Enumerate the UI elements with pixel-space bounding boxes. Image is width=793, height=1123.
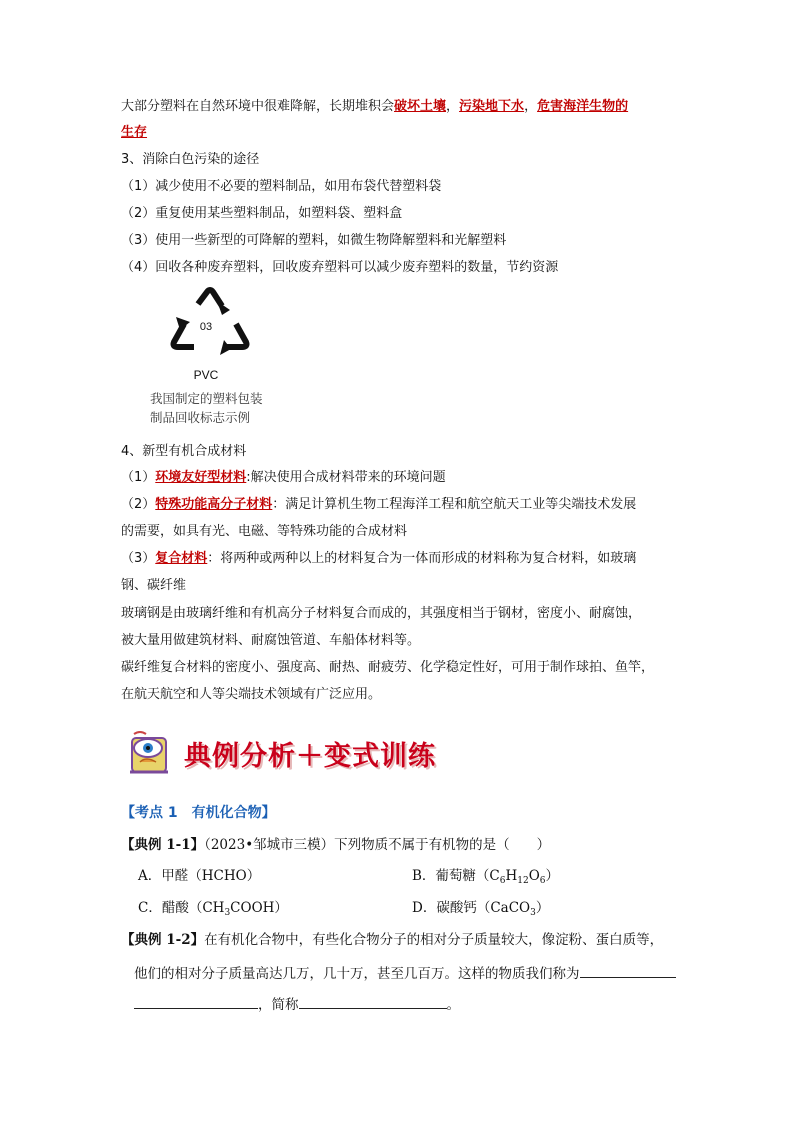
answer-blank-2[interactable] [299,994,447,1009]
section-4-item-3-cont: 钢、碳纤维 [121,578,187,593]
glass-fiber-line-2: 被大量用做建筑材料、耐腐蚀管道、车船体材料等。 [121,633,421,648]
question-stem: （2023•邹城市三模）下列物质不属于有机物的是（ ） [204,837,551,853]
item-desc: :解决使用合成材料带来的环境问题 [246,470,446,485]
recycle-symbol-figure [160,284,260,384]
answer-blank-1-cont[interactable] [134,994,258,1009]
question-stem: 他们的相对分子质量高达几万，几十万，甚至几百万。这样的物质我们称为 [134,966,580,982]
item-number: （1） [121,470,156,485]
item-number: （3） [121,551,156,566]
section-4-item-2-cont: 的需要，如具有光、电磁、等特殊功能的合成材料 [121,524,408,539]
option-text: H [505,868,518,884]
item-number: （2） [121,497,156,512]
option-a: A．甲醛（HCHO） [138,868,261,884]
scroll-eye-icon [126,728,178,778]
question-stem: 。 [446,997,460,1013]
section-3-item-1: （1）减少使用不必要的塑料制品，如用布袋代替塑料袋 [121,179,442,194]
option-text: COOH） [230,900,288,916]
recycle-caption-1: 我国制定的塑料包装 [150,391,263,406]
highlight-survival: 生存 [121,125,148,140]
section-banner [126,728,466,778]
separator: ， [524,99,538,114]
recycle-code: 03 [199,321,213,333]
section-3-title: 3、消除白色污染的途径 [121,152,260,167]
subscript: 3 [224,908,231,918]
term-functional-polymer: 特殊功能高分子材料 [155,497,273,512]
carbon-fiber-line-1: 碳纤维复合材料的密度小、强度高、耐热、耐疲劳、化学稳定性好，可用于制作球拍、鱼竿， [121,660,655,675]
option-c [138,899,398,917]
question-tag: 【典例 1-2】 [121,932,205,948]
glass-fiber-line-1: 玻璃钢是由玻璃纤维和有机高分子材料复合而成的，其强度相当于钢材，密度小、耐腐蚀， [121,606,642,621]
term-eco-friendly: 环境友好型材料 [155,470,247,485]
option-text: B．葡萄糖（C [412,868,500,884]
section-4-item-2 [121,496,681,514]
option-d [412,899,662,917]
recycle-material: PVC [193,368,219,382]
intro-line [121,98,681,116]
item-desc: ：满足计算机生物工程海洋工程和航空航天工业等尖端技术发展 [272,497,637,512]
item-desc: ：将两种或两种以上的材料复合为一体而形成的材料称为复合材料，如玻璃 [207,551,637,566]
section-3-item-4: （4）回收各种废弃塑料，回收废弃塑料可以减少废弃塑料的数量，节约资源 [121,260,559,275]
intro-text: 大部分塑料在自然环境中很难降解，长期堆积会 [121,99,395,114]
option-text: O [528,868,540,884]
highlight-marine: 危害海洋生物的 [537,99,629,114]
highlight-groundwater: 污染地下水 [459,99,525,114]
subscript: 6 [539,876,546,886]
question-stem: ，简称 [258,997,299,1013]
section-4-title: 4、新型有机合成材料 [121,444,247,459]
separator: ， [446,99,460,114]
question-1-1 [121,836,681,854]
section-4-item-3 [121,550,681,568]
question-1-2-line-3 [134,994,694,1014]
highlight-soil: 破坏土壤 [394,99,447,114]
question-stem: 在有机化合物中，有些化合物分子的相对分子质量较大，像淀粉、蛋白质等， [204,932,664,948]
option-text: D．碳酸钙（CaCO [412,900,531,916]
term-composite: 复合材料 [155,551,208,566]
option-text: C．醋酸（CH [138,900,225,916]
subscript: 3 [530,908,536,918]
intro-line-2 [121,124,681,142]
subscript: 6 [499,876,506,886]
section-4-item-1 [121,469,681,487]
option-text: ） [535,900,550,916]
banner-title: 典例分析＋变式训练 [184,741,436,772]
option-b [412,867,662,885]
subscript: 12 [517,876,529,886]
carbon-fiber-line-2: 在航天航空和人等尖端技术领域有广泛应用。 [121,687,382,702]
option-text: ） [545,868,560,884]
section-3-item-2: （2）重复使用某些塑料制品，如塑料袋、塑料盒 [121,206,403,221]
question-1-2-line-2 [134,963,694,983]
kaodian-heading: 【考点 1 有机化合物】 [121,805,276,821]
recycle-caption-2: 制品回收标志示例 [150,410,251,425]
question-1-2 [121,931,681,949]
section-3-item-3: （3）使用一些新型的可降解的塑料，如微生物降解塑料和光解塑料 [121,233,507,248]
answer-blank-1[interactable] [580,963,676,978]
question-tag: 【典例 1-1】 [121,837,205,853]
